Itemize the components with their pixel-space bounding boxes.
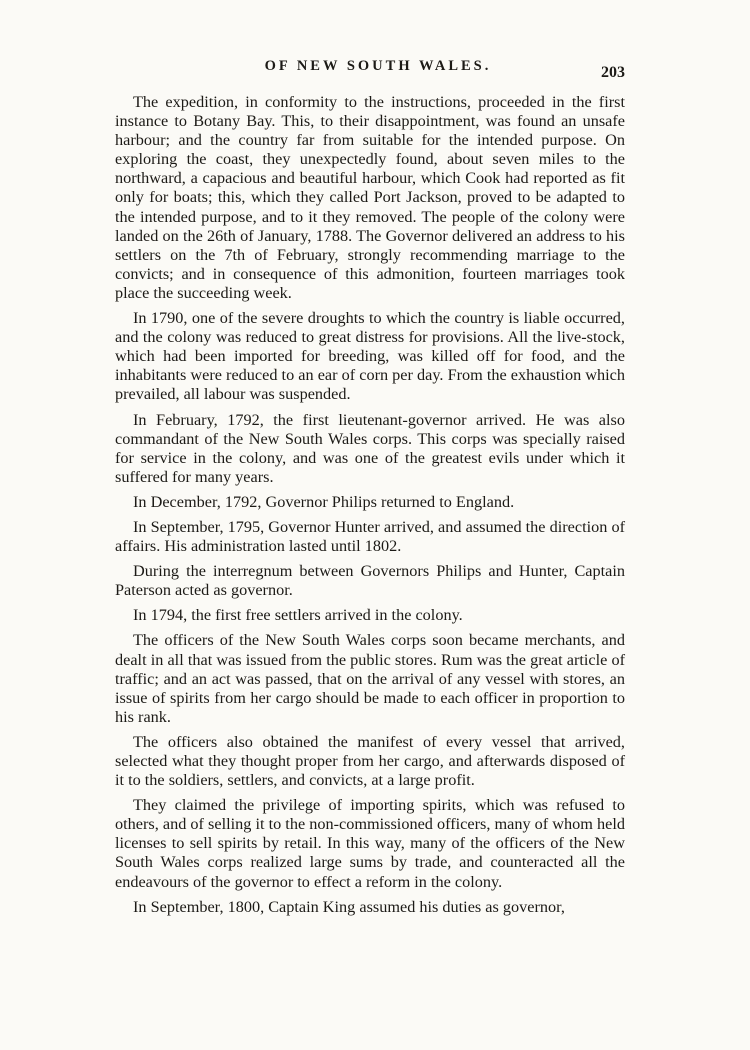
paragraph: In February, 1792, the first lieutenant-governor arrived. He was also commandant of the New South Wales corps. This corps was specially raised for service in the colony, and was one of the greatest evils under which it suffered for many years. bbox=[115, 410, 625, 486]
paragraph: They claimed the privilege of importing spirits, which was refused to others, and of selling it to the non-commissioned officers, many of whom held licenses to sell spirits by retail. In this way, many of the officers of the New South Wales corps realized large sums by trade, and counteracted all the endeavours of the governor to effect a reform in the colony. bbox=[115, 796, 625, 891]
paragraph: In 1790, one of the severe droughts to which the country is liable occurred, and the colony was reduced to great distress for provisions. All the live-stock, which had been imported for breeding, was killed off for food, and the inhabitants were reduced to an ear of corn per day. From the exhaustion which prevailed, all labour was suspended. bbox=[115, 309, 625, 404]
paragraph: The expedition, in conformity to the instructions, proceeded in the first instance to Botany Bay. This, to their disappointment, was found an unsafe harbour; and the country far from suitable for the intended purpose. On exploring the coast, they unexpectedly found, about seven miles to the northward, a capacious and beautiful harbour, which Cook had reported as fit only for boats; this, which they called Port Jackson, proved to be adapted to the intended purpose, and to it they removed. The people of the colony were landed on the 26th of January, 1788. The Governor delivered an address to his settlers on the 7th of February, strongly recommending marriage to the convicts; and in consequence of this admonition, fourteen marriages took place the succeeding week. bbox=[115, 93, 625, 302]
paragraph: The officers of the New South Wales corps soon became merchants, and dealt in all that was issued from the public stores. Rum was the great article of traffic; and an act was passed, that on the arrival of any vessel with stores, an issue of spirits from her cargo should be made to each officer in proportion to his rank. bbox=[115, 631, 625, 726]
paragraph: During the interregnum between Governors Philips and Hunter, Captain Paterson acted as governor. bbox=[115, 562, 625, 600]
paragraph: The officers also obtained the manifest of every vessel that arrived, selected what they thought proper from her cargo, and afterwards disposed of it to the soldiers, settlers, and convicts, at a large profit. bbox=[115, 732, 625, 790]
body-text bbox=[115, 93, 625, 917]
running-head: OF NEW SOUTH WALES. bbox=[264, 58, 492, 74]
paragraph: In 1794, the first free settlers arrived in the colony. bbox=[133, 606, 463, 625]
page-number: 203 bbox=[601, 64, 625, 81]
paragraph: In September, 1795, Governor Hunter arrived, and assumed the direction of affairs. His administration lasted until 1802. bbox=[115, 517, 625, 556]
paragraph: In September, 1800, Captain King assumed his duties as governor, bbox=[133, 897, 565, 916]
paragraph: In December, 1792, Governor Philips returned to England. bbox=[133, 492, 515, 511]
